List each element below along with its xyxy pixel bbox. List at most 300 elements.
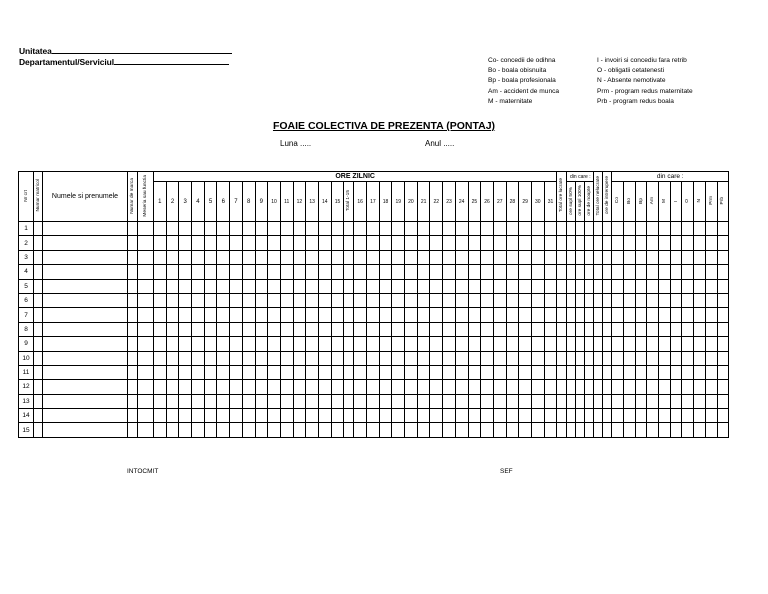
entry-cell[interactable] <box>682 222 694 236</box>
entry-cell[interactable] <box>557 423 567 437</box>
entry-cell[interactable] <box>242 236 255 250</box>
entry-cell[interactable] <box>392 365 405 379</box>
entry-cell[interactable] <box>379 265 392 279</box>
entry-cell[interactable] <box>705 236 717 250</box>
entry-cell[interactable] <box>166 222 179 236</box>
entry-cell[interactable] <box>717 222 729 236</box>
entry-cell[interactable] <box>455 279 468 293</box>
entry-cell[interactable] <box>694 236 706 250</box>
entry-cell[interactable] <box>612 308 624 322</box>
entry-cell[interactable] <box>635 365 647 379</box>
entry-cell[interactable] <box>192 365 205 379</box>
entry-cell[interactable] <box>635 322 647 336</box>
entry-cell[interactable] <box>594 322 603 336</box>
entry-cell[interactable] <box>519 265 532 279</box>
entry-cell[interactable] <box>717 250 729 264</box>
entry-cell[interactable] <box>280 351 293 365</box>
entry-cell[interactable] <box>519 293 532 307</box>
entry-cell[interactable] <box>531 394 544 408</box>
entry-cell[interactable] <box>493 337 506 351</box>
entry-cell[interactable] <box>659 380 671 394</box>
entry-cell[interactable] <box>544 365 557 379</box>
entry-cell[interactable] <box>506 222 519 236</box>
entry-cell[interactable] <box>544 322 557 336</box>
entry-cell[interactable] <box>670 337 682 351</box>
entry-cell[interactable] <box>481 337 494 351</box>
entry-cell[interactable] <box>379 394 392 408</box>
entry-cell[interactable] <box>557 365 567 379</box>
entry-cell[interactable] <box>166 409 179 423</box>
entry-cell[interactable] <box>624 322 636 336</box>
entry-cell[interactable] <box>717 351 729 365</box>
entry-cell[interactable] <box>217 236 230 250</box>
entry-cell[interactable] <box>455 322 468 336</box>
entry-cell[interactable] <box>682 293 694 307</box>
entry-cell[interactable] <box>557 394 567 408</box>
entry-cell[interactable] <box>306 265 319 279</box>
entry-cell[interactable] <box>557 222 567 236</box>
entry-cell[interactable] <box>166 380 179 394</box>
entry-cell[interactable] <box>481 380 494 394</box>
entry-cell[interactable] <box>379 409 392 423</box>
entry-cell[interactable] <box>280 365 293 379</box>
entry-cell[interactable] <box>255 222 268 236</box>
entry-cell[interactable] <box>217 265 230 279</box>
entry-cell[interactable] <box>280 222 293 236</box>
entry-cell[interactable] <box>217 351 230 365</box>
entry-cell[interactable] <box>204 394 217 408</box>
entry-cell[interactable] <box>354 222 367 236</box>
entry-cell[interactable] <box>179 293 192 307</box>
entry-cell[interactable] <box>603 293 612 307</box>
entry-cell[interactable] <box>624 250 636 264</box>
entry-cell[interactable] <box>43 265 128 279</box>
entry-cell[interactable] <box>306 236 319 250</box>
entry-cell[interactable] <box>659 293 671 307</box>
entry-cell[interactable] <box>493 423 506 437</box>
entry-cell[interactable] <box>405 365 418 379</box>
entry-cell[interactable] <box>531 279 544 293</box>
entry-cell[interactable] <box>481 394 494 408</box>
entry-cell[interactable] <box>455 265 468 279</box>
entry-cell[interactable] <box>268 222 281 236</box>
entry-cell[interactable] <box>594 380 603 394</box>
entry-cell[interactable] <box>230 236 243 250</box>
entry-cell[interactable] <box>682 322 694 336</box>
entry-cell[interactable] <box>430 222 443 236</box>
entry-cell[interactable] <box>519 394 532 408</box>
entry-cell[interactable] <box>354 365 367 379</box>
entry-cell[interactable] <box>179 351 192 365</box>
entry-cell[interactable] <box>493 250 506 264</box>
entry-cell[interactable] <box>531 236 544 250</box>
entry-cell[interactable] <box>280 423 293 437</box>
entry-cell[interactable] <box>670 423 682 437</box>
entry-cell[interactable] <box>531 322 544 336</box>
entry-cell[interactable] <box>331 365 344 379</box>
entry-cell[interactable] <box>647 279 659 293</box>
entry-cell[interactable] <box>204 250 217 264</box>
entry-cell[interactable] <box>204 380 217 394</box>
entry-cell[interactable] <box>585 322 594 336</box>
entry-cell[interactable] <box>455 394 468 408</box>
entry-cell[interactable] <box>318 222 331 236</box>
entry-cell[interactable] <box>293 236 306 250</box>
entry-cell[interactable] <box>603 322 612 336</box>
entry-cell[interactable] <box>417 351 430 365</box>
entry-cell[interactable] <box>293 351 306 365</box>
entry-cell[interactable] <box>138 337 154 351</box>
entry-cell[interactable] <box>43 351 128 365</box>
entry-cell[interactable] <box>204 351 217 365</box>
entry-cell[interactable] <box>612 351 624 365</box>
entry-cell[interactable] <box>635 308 647 322</box>
entry-cell[interactable] <box>344 365 354 379</box>
entry-cell[interactable] <box>392 423 405 437</box>
entry-cell[interactable] <box>367 293 380 307</box>
entry-cell[interactable] <box>519 322 532 336</box>
entry-cell[interactable] <box>468 308 481 322</box>
entry-cell[interactable] <box>659 351 671 365</box>
entry-cell[interactable] <box>544 265 557 279</box>
entry-cell[interactable] <box>443 380 456 394</box>
entry-cell[interactable] <box>531 423 544 437</box>
entry-cell[interactable] <box>417 222 430 236</box>
entry-cell[interactable] <box>204 337 217 351</box>
entry-cell[interactable] <box>647 365 659 379</box>
entry-cell[interactable] <box>128 409 138 423</box>
entry-cell[interactable] <box>544 236 557 250</box>
entry-cell[interactable] <box>417 380 430 394</box>
entry-cell[interactable] <box>647 322 659 336</box>
entry-cell[interactable] <box>443 250 456 264</box>
entry-cell[interactable] <box>519 250 532 264</box>
entry-cell[interactable] <box>576 308 585 322</box>
entry-cell[interactable] <box>128 337 138 351</box>
entry-cell[interactable] <box>594 293 603 307</box>
entry-cell[interactable] <box>544 423 557 437</box>
entry-cell[interactable] <box>293 222 306 236</box>
entry-cell[interactable] <box>557 293 567 307</box>
entry-cell[interactable] <box>192 250 205 264</box>
entry-cell[interactable] <box>481 409 494 423</box>
entry-cell[interactable] <box>43 293 128 307</box>
entry-cell[interactable] <box>268 322 281 336</box>
entry-cell[interactable] <box>192 236 205 250</box>
entry-cell[interactable] <box>293 409 306 423</box>
entry-cell[interactable] <box>603 265 612 279</box>
entry-cell[interactable] <box>344 308 354 322</box>
entry-cell[interactable] <box>242 279 255 293</box>
entry-cell[interactable] <box>705 337 717 351</box>
entry-cell[interactable] <box>230 222 243 236</box>
entry-cell[interactable] <box>603 222 612 236</box>
entry-cell[interactable] <box>179 365 192 379</box>
entry-cell[interactable] <box>624 293 636 307</box>
entry-cell[interactable] <box>647 337 659 351</box>
entry-cell[interactable] <box>242 250 255 264</box>
entry-cell[interactable] <box>717 308 729 322</box>
entry-cell[interactable] <box>493 380 506 394</box>
entry-cell[interactable] <box>154 380 167 394</box>
entry-cell[interactable] <box>128 322 138 336</box>
entry-cell[interactable] <box>331 351 344 365</box>
entry-cell[interactable] <box>544 351 557 365</box>
entry-cell[interactable] <box>242 222 255 236</box>
entry-cell[interactable] <box>318 351 331 365</box>
entry-cell[interactable] <box>557 308 567 322</box>
entry-cell[interactable] <box>43 308 128 322</box>
entry-cell[interactable] <box>670 394 682 408</box>
entry-cell[interactable] <box>405 337 418 351</box>
entry-cell[interactable] <box>179 279 192 293</box>
entry-cell[interactable] <box>717 423 729 437</box>
entry-cell[interactable] <box>255 337 268 351</box>
entry-cell[interactable] <box>367 265 380 279</box>
entry-cell[interactable] <box>217 308 230 322</box>
entry-cell[interactable] <box>138 409 154 423</box>
entry-cell[interactable] <box>624 423 636 437</box>
entry-cell[interactable] <box>455 236 468 250</box>
entry-cell[interactable] <box>154 322 167 336</box>
entry-cell[interactable] <box>612 222 624 236</box>
entry-cell[interactable] <box>405 423 418 437</box>
entry-cell[interactable] <box>576 279 585 293</box>
entry-cell[interactable] <box>128 293 138 307</box>
entry-cell[interactable] <box>594 409 603 423</box>
entry-cell[interactable] <box>306 279 319 293</box>
entry-cell[interactable] <box>493 222 506 236</box>
entry-cell[interactable] <box>318 337 331 351</box>
entry-cell[interactable] <box>659 322 671 336</box>
entry-cell[interactable] <box>468 293 481 307</box>
entry-cell[interactable] <box>443 423 456 437</box>
entry-cell[interactable] <box>585 222 594 236</box>
entry-cell[interactable] <box>138 322 154 336</box>
entry-cell[interactable] <box>306 394 319 408</box>
entry-cell[interactable] <box>230 365 243 379</box>
entry-cell[interactable] <box>519 308 532 322</box>
entry-cell[interactable] <box>138 222 154 236</box>
entry-cell[interactable] <box>405 250 418 264</box>
entry-cell[interactable] <box>481 365 494 379</box>
entry-cell[interactable] <box>493 409 506 423</box>
entry-cell[interactable] <box>576 380 585 394</box>
entry-cell[interactable] <box>331 409 344 423</box>
entry-cell[interactable] <box>670 265 682 279</box>
entry-cell[interactable] <box>417 423 430 437</box>
entry-cell[interactable] <box>682 351 694 365</box>
entry-cell[interactable] <box>531 351 544 365</box>
entry-cell[interactable] <box>344 423 354 437</box>
entry-cell[interactable] <box>230 351 243 365</box>
entry-cell[interactable] <box>204 423 217 437</box>
entry-cell[interactable] <box>268 394 281 408</box>
entry-cell[interactable] <box>280 265 293 279</box>
entry-cell[interactable] <box>367 365 380 379</box>
entry-cell[interactable] <box>430 308 443 322</box>
entry-cell[interactable] <box>280 293 293 307</box>
entry-cell[interactable] <box>230 250 243 264</box>
entry-cell[interactable] <box>506 265 519 279</box>
entry-cell[interactable] <box>481 308 494 322</box>
entry-cell[interactable] <box>493 265 506 279</box>
entry-cell[interactable] <box>204 222 217 236</box>
entry-cell[interactable] <box>204 322 217 336</box>
entry-cell[interactable] <box>705 394 717 408</box>
entry-cell[interactable] <box>585 337 594 351</box>
entry-cell[interactable] <box>43 380 128 394</box>
entry-cell[interactable] <box>682 279 694 293</box>
entry-cell[interactable] <box>519 423 532 437</box>
entry-cell[interactable] <box>344 293 354 307</box>
entry-cell[interactable] <box>230 423 243 437</box>
entry-cell[interactable] <box>659 337 671 351</box>
entry-cell[interactable] <box>405 380 418 394</box>
entry-cell[interactable] <box>379 293 392 307</box>
entry-cell[interactable] <box>392 265 405 279</box>
entry-cell[interactable] <box>635 351 647 365</box>
entry-cell[interactable] <box>417 394 430 408</box>
entry-cell[interactable] <box>624 365 636 379</box>
entry-cell[interactable] <box>154 409 167 423</box>
entry-cell[interactable] <box>455 423 468 437</box>
entry-cell[interactable] <box>670 380 682 394</box>
entry-cell[interactable] <box>179 409 192 423</box>
entry-cell[interactable] <box>624 351 636 365</box>
entry-cell[interactable] <box>612 250 624 264</box>
entry-cell[interactable] <box>242 337 255 351</box>
entry-cell[interactable] <box>576 322 585 336</box>
entry-cell[interactable] <box>705 409 717 423</box>
entry-cell[interactable] <box>519 279 532 293</box>
entry-cell[interactable] <box>481 293 494 307</box>
entry-cell[interactable] <box>717 279 729 293</box>
entry-cell[interactable] <box>635 222 647 236</box>
entry-cell[interactable] <box>694 279 706 293</box>
entry-cell[interactable] <box>392 394 405 408</box>
entry-cell[interactable] <box>268 365 281 379</box>
entry-cell[interactable] <box>493 394 506 408</box>
entry-cell[interactable] <box>379 236 392 250</box>
entry-cell[interactable] <box>293 365 306 379</box>
entry-cell[interactable] <box>430 351 443 365</box>
entry-cell[interactable] <box>268 409 281 423</box>
entry-cell[interactable] <box>230 322 243 336</box>
entry-cell[interactable] <box>344 265 354 279</box>
entry-cell[interactable] <box>154 236 167 250</box>
entry-cell[interactable] <box>585 365 594 379</box>
entry-cell[interactable] <box>34 380 43 394</box>
entry-cell[interactable] <box>331 423 344 437</box>
entry-cell[interactable] <box>455 337 468 351</box>
entry-cell[interactable] <box>670 409 682 423</box>
entry-cell[interactable] <box>493 279 506 293</box>
entry-cell[interactable] <box>417 250 430 264</box>
entry-cell[interactable] <box>379 250 392 264</box>
entry-cell[interactable] <box>647 293 659 307</box>
entry-cell[interactable] <box>331 236 344 250</box>
entry-cell[interactable] <box>166 308 179 322</box>
entry-cell[interactable] <box>557 380 567 394</box>
entry-cell[interactable] <box>379 337 392 351</box>
entry-cell[interactable] <box>594 351 603 365</box>
entry-cell[interactable] <box>166 236 179 250</box>
entry-cell[interactable] <box>192 308 205 322</box>
entry-cell[interactable] <box>405 351 418 365</box>
entry-cell[interactable] <box>354 337 367 351</box>
entry-cell[interactable] <box>379 380 392 394</box>
entry-cell[interactable] <box>179 337 192 351</box>
entry-cell[interactable] <box>293 322 306 336</box>
entry-cell[interactable] <box>43 394 128 408</box>
entry-cell[interactable] <box>138 265 154 279</box>
entry-cell[interactable] <box>468 351 481 365</box>
entry-cell[interactable] <box>293 380 306 394</box>
entry-cell[interactable] <box>647 236 659 250</box>
entry-cell[interactable] <box>603 337 612 351</box>
entry-cell[interactable] <box>603 423 612 437</box>
entry-cell[interactable] <box>367 222 380 236</box>
entry-cell[interactable] <box>647 394 659 408</box>
entry-cell[interactable] <box>455 351 468 365</box>
entry-cell[interactable] <box>585 351 594 365</box>
entry-cell[interactable] <box>493 365 506 379</box>
entry-cell[interactable] <box>544 380 557 394</box>
entry-cell[interactable] <box>354 236 367 250</box>
entry-cell[interactable] <box>567 409 576 423</box>
entry-cell[interactable] <box>557 322 567 336</box>
entry-cell[interactable] <box>367 409 380 423</box>
entry-cell[interactable] <box>154 279 167 293</box>
entry-cell[interactable] <box>367 351 380 365</box>
entry-cell[interactable] <box>154 265 167 279</box>
entry-cell[interactable] <box>624 394 636 408</box>
entry-cell[interactable] <box>354 265 367 279</box>
entry-cell[interactable] <box>576 293 585 307</box>
entry-cell[interactable] <box>34 394 43 408</box>
entry-cell[interactable] <box>392 337 405 351</box>
entry-cell[interactable] <box>354 322 367 336</box>
entry-cell[interactable] <box>405 293 418 307</box>
entry-cell[interactable] <box>217 250 230 264</box>
entry-cell[interactable] <box>293 250 306 264</box>
entry-cell[interactable] <box>293 337 306 351</box>
entry-cell[interactable] <box>468 265 481 279</box>
entry-cell[interactable] <box>204 293 217 307</box>
entry-cell[interactable] <box>635 279 647 293</box>
entry-cell[interactable] <box>635 423 647 437</box>
entry-cell[interactable] <box>242 409 255 423</box>
entry-cell[interactable] <box>481 250 494 264</box>
entry-cell[interactable] <box>354 423 367 437</box>
entry-cell[interactable] <box>594 423 603 437</box>
entry-cell[interactable] <box>154 337 167 351</box>
entry-cell[interactable] <box>585 293 594 307</box>
entry-cell[interactable] <box>455 222 468 236</box>
entry-cell[interactable] <box>506 250 519 264</box>
entry-cell[interactable] <box>354 250 367 264</box>
entry-cell[interactable] <box>138 293 154 307</box>
entry-cell[interactable] <box>557 236 567 250</box>
entry-cell[interactable] <box>128 308 138 322</box>
entry-cell[interactable] <box>268 337 281 351</box>
entry-cell[interactable] <box>544 222 557 236</box>
entry-cell[interactable] <box>635 337 647 351</box>
entry-cell[interactable] <box>268 293 281 307</box>
entry-cell[interactable] <box>612 337 624 351</box>
entry-cell[interactable] <box>682 394 694 408</box>
